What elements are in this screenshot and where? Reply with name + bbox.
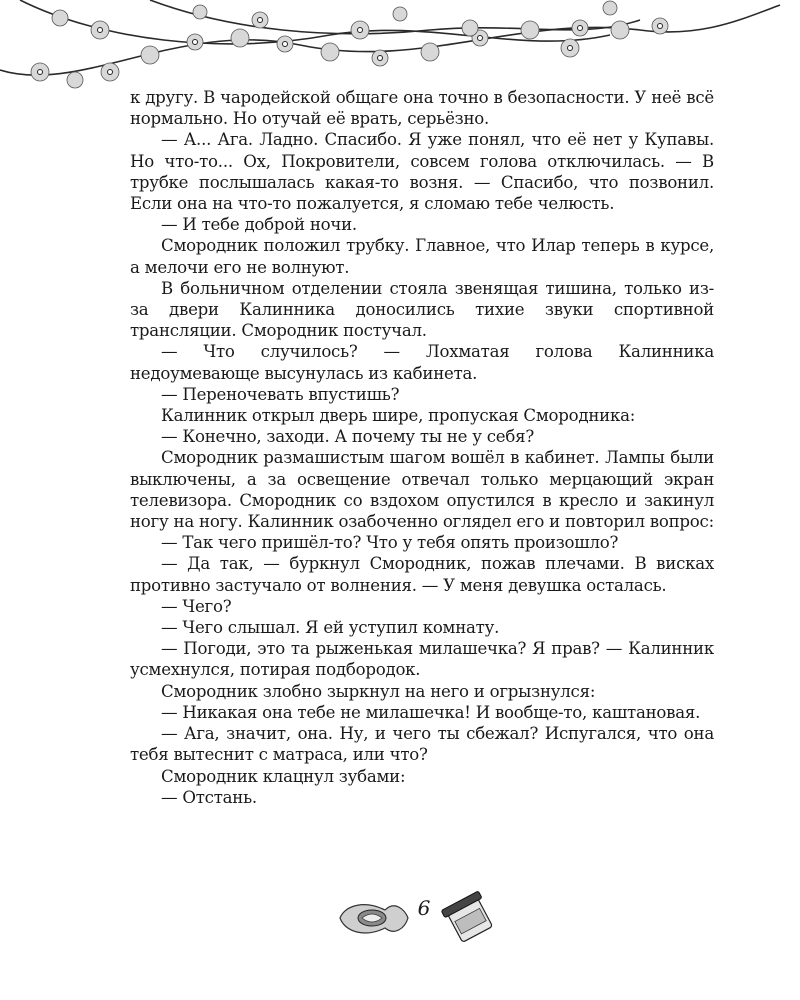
paragraph: Смородник размашистым шагом вошёл в кабинет. Лампы были выключены, а за освещение отвечал только мерцающий экран телевизора. Смородник со вздохом опустился в кресло и закинул ногу на ногу. Калинник озабоченно оглядел его и повторил вопрос: [130, 448, 714, 532]
candy-icon [340, 905, 408, 933]
paragraph: — Никакая она тебе не милашечка! И вообще-то, каштановая. [161, 702, 701, 722]
paragraph: — Ага, значит, она. Ну, и чего ты сбежал? Испугался, что она тебя вытеснит с матраса, или что? [130, 724, 714, 765]
paragraph: — Переночевать впустишь? [161, 384, 400, 404]
coffee-cup-icon [441, 891, 496, 944]
paragraph: — Так чего пришёл-то? Что у тебя опять произошло? [161, 533, 619, 553]
book-text [130, 87, 714, 808]
paragraph: — Отстань. [161, 787, 257, 807]
paragraph: Калинник открыл дверь шире, пропуская Смородника: [161, 406, 636, 426]
paragraph: Смородник злобно зыркнул на него и огрызнулся: [161, 681, 596, 701]
paragraph: Смородник клацнул зубами: [161, 766, 406, 786]
page-footer [0, 890, 800, 950]
paragraph: — Чего? [161, 596, 232, 616]
paragraph: к другу. В чародейской общаге она точно в безопасности. У неё всё нормально. Но отучай её врать, серьёзно. [130, 88, 714, 129]
paragraph: — Погоди, это та рыженькая милашечка? Я прав? — Калинник усмехнулся, потирая подбородок. [130, 639, 714, 680]
page-number: 6 [417, 896, 431, 920]
paragraph: В больничном отделении стояла звенящая тишина, только из-за двери Калинника доносились тихие звуки спортивной трансляции. Смородник постучал. [130, 278, 714, 341]
paragraph: — И тебе доброй ночи. [161, 215, 357, 235]
paragraph: — Чего слышал. Я ей уступил комнату. [161, 618, 500, 638]
paragraph: — Конечно, заходи. А почему ты не у себя? [161, 427, 534, 447]
paragraph: — Да так, — буркнул Смородник, пожав плечами. В висках противно застучало от волнения. — У меня девушка осталась. [130, 554, 714, 595]
paragraph: Смородник положил трубку. Главное, что Илар теперь в курсе, а мелочи его не волнуют. [130, 236, 714, 277]
paragraph: — Что случилось? — Лохматая голова Калинника недоумевающе высунулась из кабинета. [130, 342, 714, 383]
paragraph: — А... Ага. Ладно. Спасибо. Я уже понял, что её нет у Купавы. Но что-то... Ох, Покровители, совсем голова отключилась. — В трубке послышалась какая-то возня. — Спасибо, что позвонил. Если она на что-то пожалуется, я сломаю тебе челюсть. [130, 130, 714, 214]
